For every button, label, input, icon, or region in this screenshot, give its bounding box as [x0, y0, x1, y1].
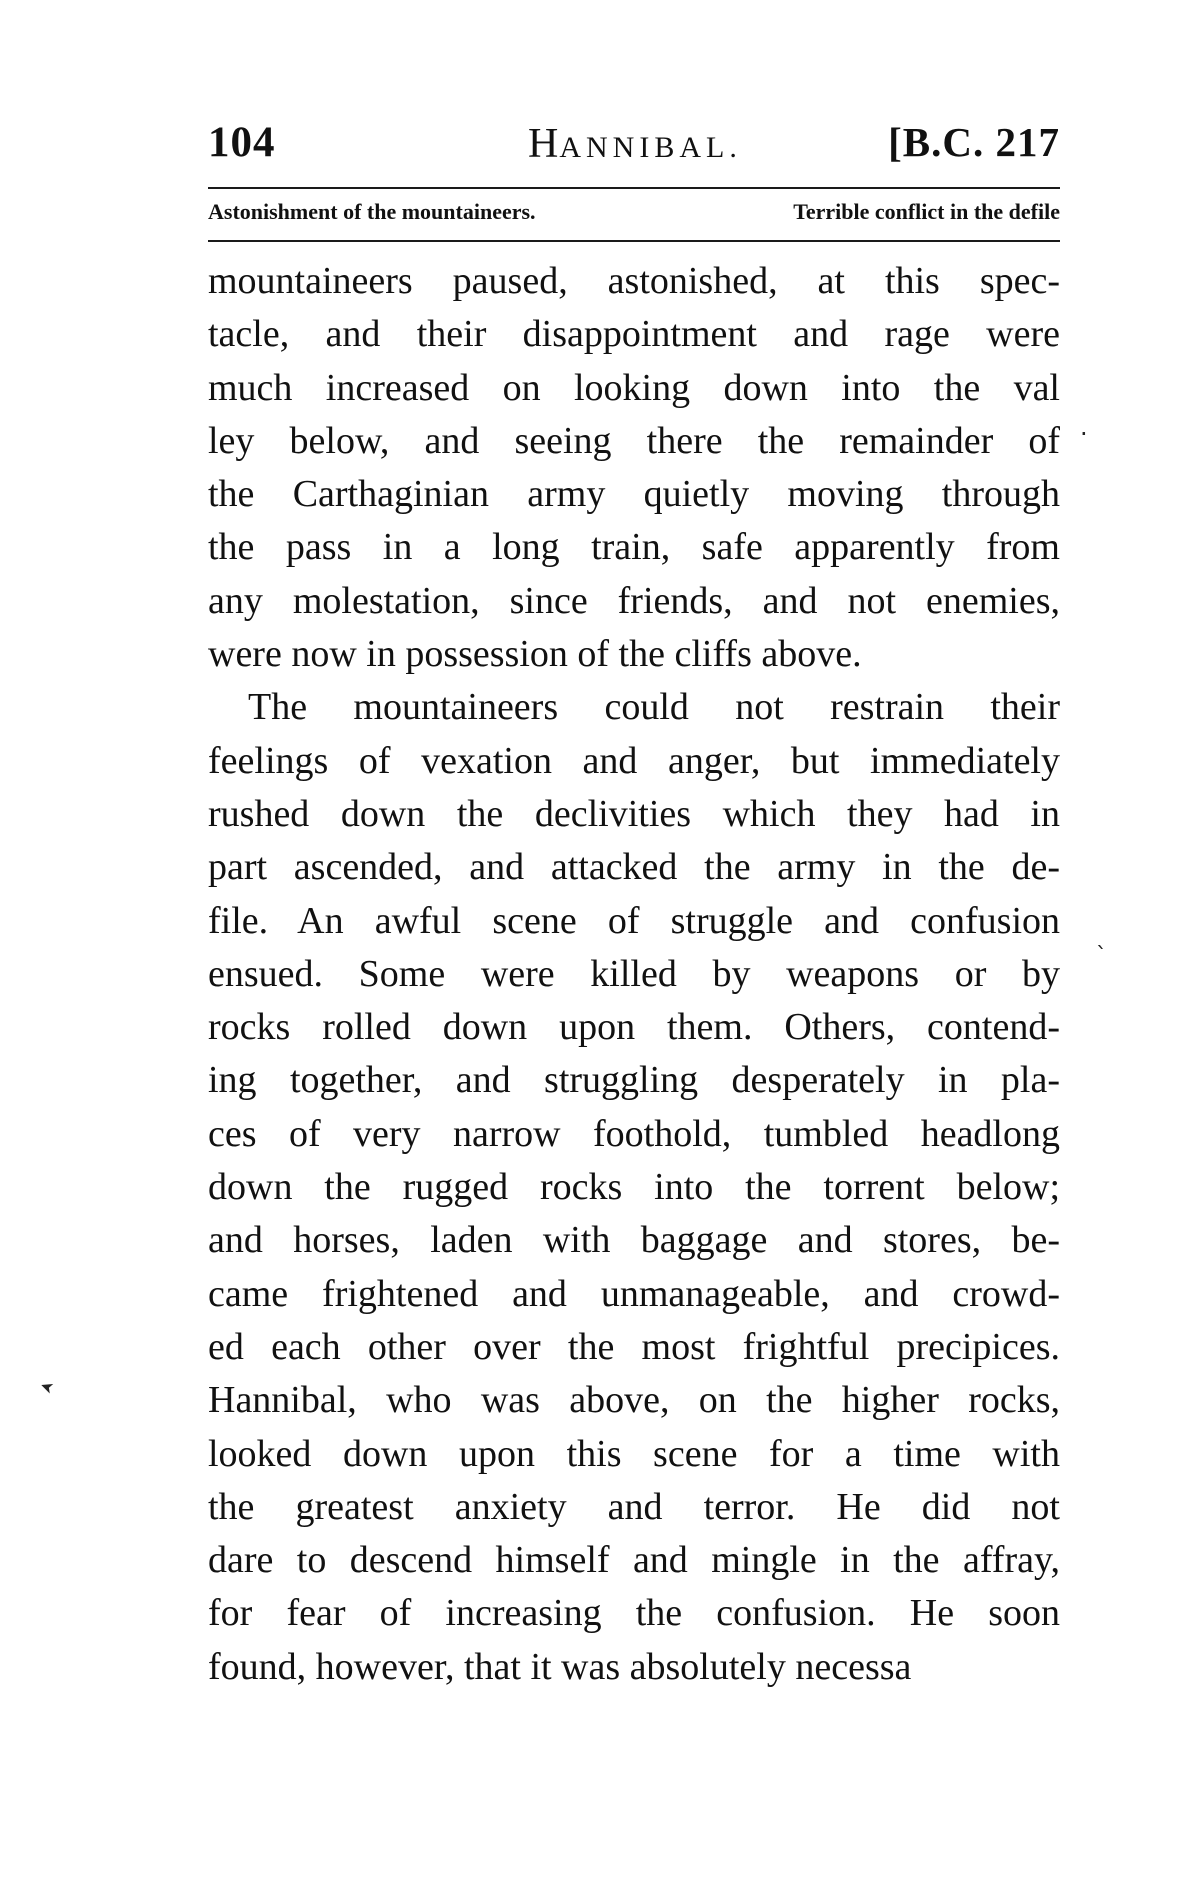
- book-title-initial: H: [528, 121, 560, 167]
- text-line: the greatest anxiety and terror. He did not: [208, 1485, 1060, 1528]
- book-title-rest: ANNIBAL.: [559, 131, 742, 164]
- text-line: any molestation, since friends, and not enemies,: [208, 579, 1060, 622]
- text-line: the pass in a long train, safe apparently from: [208, 526, 1060, 569]
- text-line: Hannibal, who was above, on the higher rocks,: [208, 1379, 1060, 1422]
- text-line: rushed down the declivities which they had in: [208, 792, 1060, 835]
- text-line: looked down upon this scene for a time with: [208, 1432, 1060, 1475]
- date-reference: [B.C. 217: [888, 119, 1060, 165]
- text-line: ed each other over the most frightful precipices.: [208, 1325, 1060, 1368]
- text-line: much increased on looking down into the val: [208, 366, 1060, 409]
- text-line: and horses, laden with baggage and stores, be-: [208, 1219, 1060, 1262]
- text-line: found, however, that it was absolutely necessa: [208, 1645, 912, 1688]
- text-line: ing together, and struggling desperately in pla-: [208, 1059, 1060, 1102]
- margin-tick-mark: ˋ: [1096, 944, 1107, 969]
- header-rule-top: [208, 187, 1060, 189]
- running-head: [208, 118, 1060, 178]
- page-number: 104: [208, 119, 276, 166]
- text-line: were now in possession of the cliffs above.: [208, 633, 862, 676]
- subhead-right: Terrible conflict in the defile: [793, 199, 1060, 224]
- text-line: part ascended, and attacked the army in the de-: [208, 846, 1060, 889]
- text-line: the Carthaginian army quietly moving through: [208, 473, 1060, 516]
- header-rule-bottom: [208, 240, 1060, 242]
- text-line: tacle, and their disappointment and rage were: [208, 313, 1060, 356]
- text-line: came frightened and unmanageable, and crowd-: [208, 1272, 1060, 1315]
- text-line: feelings of vexation and anger, but immediately: [208, 739, 1060, 782]
- margin-arrow-mark: ➤: [37, 1376, 57, 1399]
- section-subheads: [208, 199, 1060, 233]
- text-line: down the rugged rocks into the torrent below;: [208, 1166, 1060, 1209]
- text-line: ces of very narrow foothold, tumbled headlong: [208, 1112, 1060, 1155]
- text-line: dare to descend himself and mingle in the affray,: [208, 1539, 1060, 1582]
- subhead-left: Astonishment of the mountaineers.: [208, 199, 536, 224]
- text-line: The mountaineers could not restrain their: [248, 686, 1060, 729]
- body-text: [208, 255, 1060, 1694]
- book-title: [528, 120, 742, 168]
- text-line: rocks rolled down upon them. Others, contend-: [208, 1006, 1060, 1049]
- text-line: ensued. Some were killed by weapons or by: [208, 952, 1060, 995]
- text-line: file. An awful scene of struggle and confusion: [208, 899, 1060, 942]
- text-line: mountaineers paused, astonished, at this spec-: [208, 260, 1060, 302]
- text-line: for fear of increasing the confusion. He soon: [208, 1592, 1060, 1635]
- margin-dot-mark: ·: [1080, 420, 1088, 448]
- text-line: ley below, and seeing there the remainder of: [208, 419, 1060, 462]
